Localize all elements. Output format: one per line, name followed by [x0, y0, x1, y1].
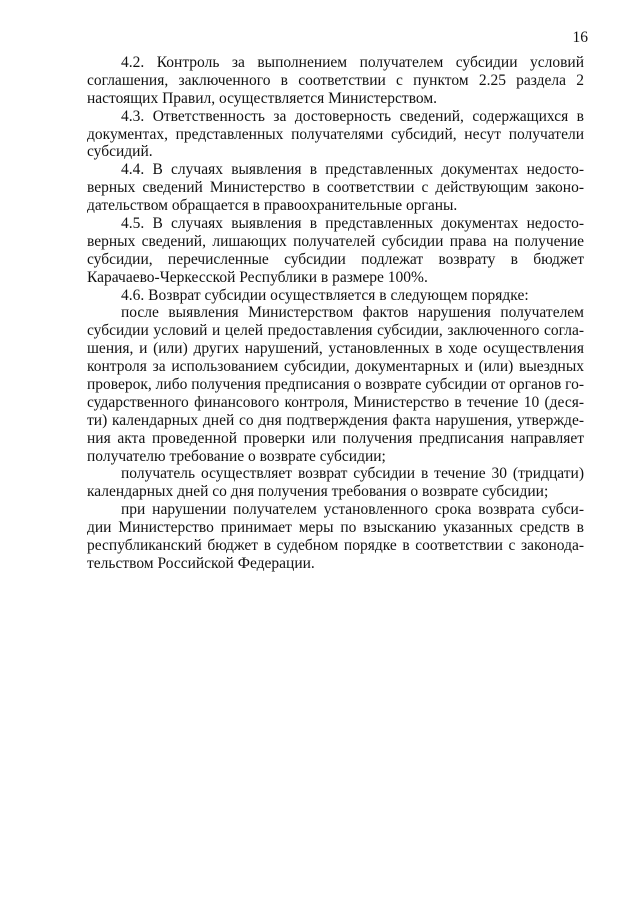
text-line: 4.5. В случаях выявления в представленных документах недосто- [121, 215, 584, 233]
text-line: 4.2. Контроль за выполнением получателем субсидии условий [121, 54, 584, 71]
text-line: дии Министерство принимает меры по взысканию указанных средств в [87, 519, 584, 537]
text-line: проверок, либо получения предписания о возврате субсидии от органов го- [87, 376, 585, 394]
text-line: субсидий. [87, 143, 153, 161]
paragraph-4-6-step-2 [87, 465, 584, 501]
paragraph-4-6-step-1 [87, 304, 584, 465]
text-line: республиканский бюджет в судебном порядке в соответствии с законода- [87, 537, 584, 555]
text-line: шения, и (или) других нарушений, установленных в ходе осуществления [87, 340, 584, 358]
text-line: 4.6. Возврат субсидии осуществляется в следующем порядке: [121, 286, 529, 304]
text-line: ти) календарных дней со дня подтверждения факта нарушения, утвержде- [87, 411, 584, 429]
text-line: настоящих Правил, осуществляется Министерством. [87, 89, 438, 107]
page-number: 16 [572, 29, 588, 46]
text-line: верных сведений, лишающих получателей субсидии права на получение [87, 232, 584, 250]
text-line: дательством обращается в правоохранительные органы. [87, 197, 458, 215]
text-line: получатель осуществляет возврат субсидии в течение 30 (тридцати) [121, 465, 584, 483]
paragraph-4-6-step-3 [87, 501, 584, 573]
paragraph-4-3 [87, 108, 584, 162]
text-line: контроля за использованием субсидии, документарных и (или) выездных [87, 358, 584, 376]
text-line: ния акта проведенной проверки или получения предписания направляет [87, 429, 584, 447]
text-line: документах, представленных получателями субсидий, несут получатели [87, 125, 584, 143]
body-text [87, 54, 584, 573]
text-line: верных сведений Министерство в соответствии с действующим законо- [87, 179, 584, 197]
text-line: календарных дней со дня получения требования о возврате субсидии; [87, 483, 549, 501]
paragraph-4-6 [87, 287, 584, 305]
text-line: сударственного финансового контроля, Министерство в течение 10 (деся- [87, 393, 584, 411]
text-line: субсидии, перечисленные субсидии подлежат возврату в бюджет [87, 250, 584, 268]
text-line: субсидии условий и целей предоставления субсидии, заключенного согла- [87, 322, 584, 340]
text-line: получателю требование о возврате субсидии; [87, 447, 386, 465]
text-line: тельством Российской Федерации. [87, 554, 315, 572]
paragraph-4-2 [87, 54, 584, 108]
text-line: после выявления Министерством фактов нарушения получателем [121, 304, 584, 322]
paragraph-4-4 [87, 161, 584, 215]
text-line: 4.3. Ответственность за достоверность сведений, содержащихся в [121, 107, 584, 125]
text-line: 4.4. В случаях выявления в представленных документах недосто- [121, 161, 584, 179]
text-line: Карачаево-Черкесской Республики в размере 100%. [87, 268, 428, 286]
text-line: при нарушении получателем установленного срока возврата субси- [121, 501, 584, 519]
text-line: соглашения, заключенного в соответствии с пунктом 2.25 раздела 2 [87, 71, 584, 89]
paragraph-4-5 [87, 215, 584, 287]
